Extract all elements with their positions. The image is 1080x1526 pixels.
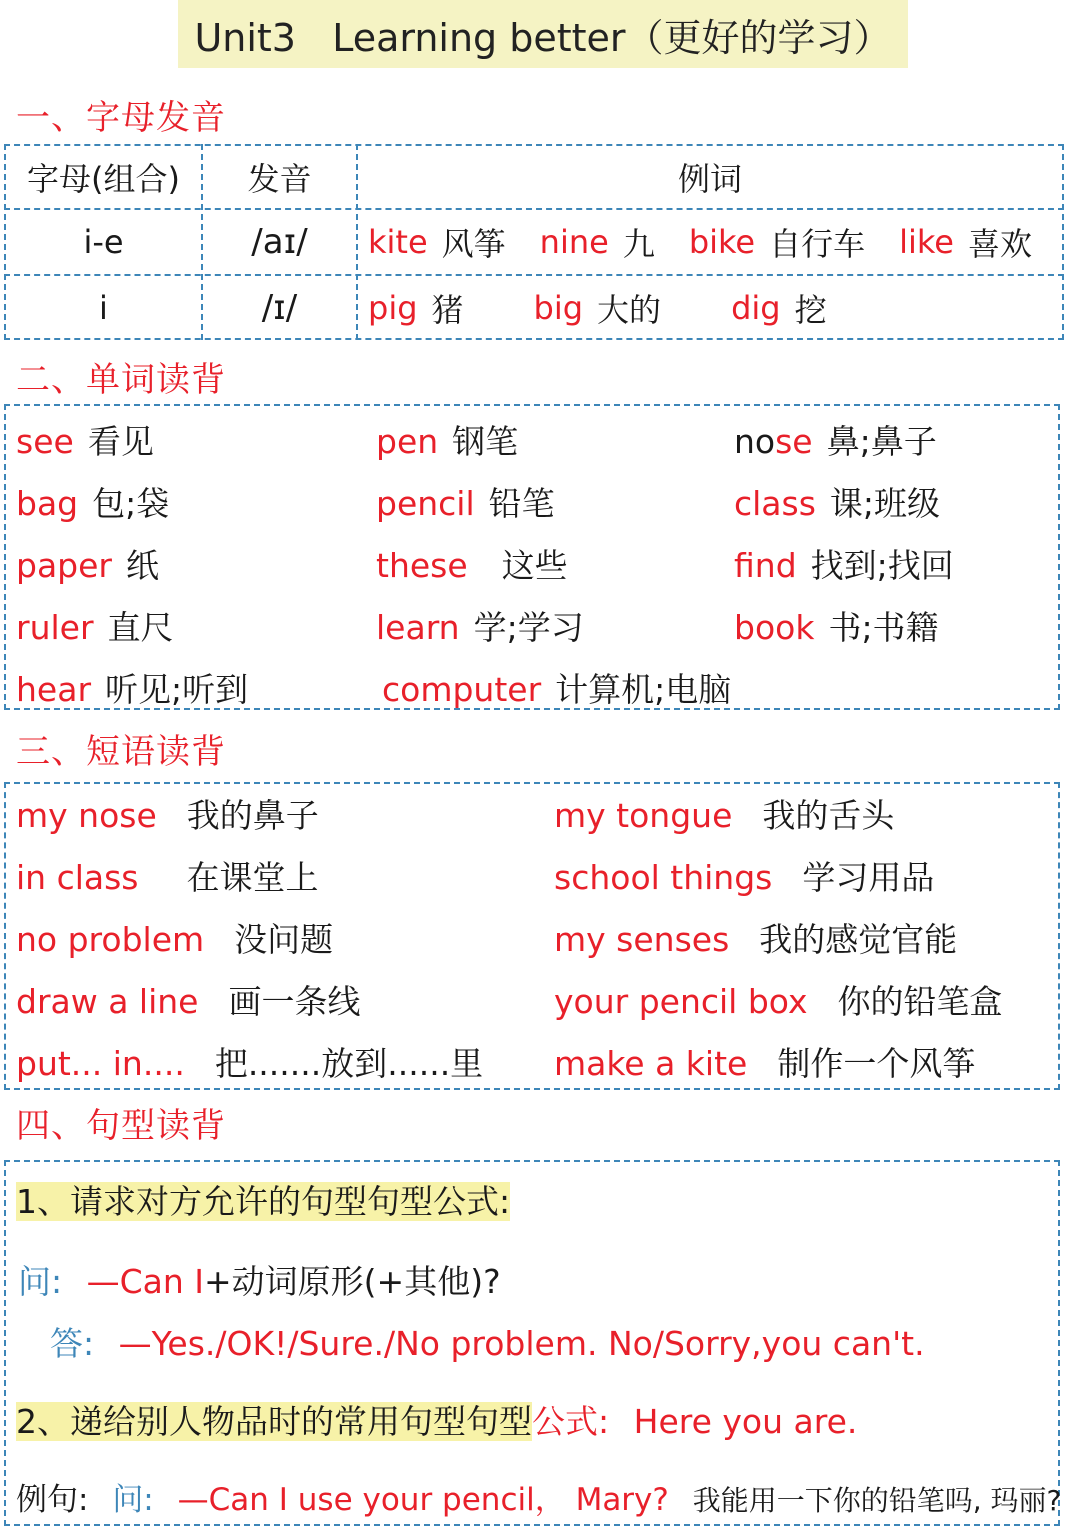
section-heading-words: 二、单词读背 <box>16 360 226 400</box>
word-item: class 课;班级 <box>734 484 941 523</box>
phrase-item: make a kite 制作一个风筝 <box>554 1044 976 1083</box>
pattern-2-line: 2、递给别人物品时的常用句型句型公式: Here you are. <box>16 1402 858 1441</box>
word-item: ruler 直尺 <box>16 608 174 647</box>
example-word: dig <box>731 289 781 327</box>
phrase-item: in class 在课堂上 <box>16 858 319 897</box>
example-word: pig <box>368 289 418 327</box>
example-meaning: 喜欢 <box>967 225 1032 263</box>
page-title: Unit3 Learning better（更好的学习） <box>178 0 908 68</box>
phrase-item: no problem 没问题 <box>16 920 334 959</box>
example-word: bike <box>688 223 756 261</box>
word-item: learn 学;学习 <box>376 608 584 647</box>
example-meaning: 挖 <box>794 291 827 329</box>
word-item: computer 计算机;电脑 <box>382 670 732 709</box>
word-item: bag 包;袋 <box>16 484 170 523</box>
header-letters: 字母(组合) <box>27 160 180 198</box>
question-line: 问: —Can I+动词原形(+其他)? <box>18 1262 501 1301</box>
example-meaning: 自行车 <box>769 225 866 263</box>
row-letters: i <box>99 289 108 327</box>
section-heading-phonics: 一、字母发音 <box>16 98 226 138</box>
word-item: hear 听见;听到 <box>16 670 249 709</box>
example-meaning: 风筝 <box>441 225 506 263</box>
example-word: big <box>533 289 584 327</box>
row-sound: /ɪ/ <box>261 288 298 328</box>
answer-line: 答: —Yes./OK!/Sure./No problem. No/Sorry,you can't. <box>50 1324 925 1363</box>
example-word: like <box>899 223 954 261</box>
row-examples <box>368 276 827 340</box>
word-item: book 书;书籍 <box>734 608 939 647</box>
example-meaning: 大的 <box>597 291 662 329</box>
word-item: pencil 铅笔 <box>376 484 555 523</box>
section-heading-phrases: 三、短语读背 <box>16 732 226 772</box>
phrase-item: put... in.... 把.......放到......里 <box>16 1044 484 1083</box>
example-word: nine <box>539 223 609 261</box>
word-item: nose 鼻;鼻子 <box>734 422 937 461</box>
example-meaning: 猪 <box>431 291 464 329</box>
word-item: paper 纸 <box>16 546 159 585</box>
phrase-item: my tongue 我的舌头 <box>554 796 895 835</box>
phrase-item: draw a line 画一条线 <box>16 982 361 1021</box>
phrase-item: school things 学习用品 <box>554 858 935 897</box>
section-heading-sentences: 四、句型读背 <box>16 1106 226 1146</box>
phrase-item: your pencil box 你的铅笔盒 <box>554 982 1003 1021</box>
header-sound: 发音 <box>247 160 312 198</box>
row-examples <box>368 210 1032 274</box>
word-item: these 这些 <box>376 546 568 585</box>
pattern-1-title: 1、请求对方允许的句型句型公式: <box>16 1182 511 1221</box>
header-examples: 例词 <box>677 160 742 198</box>
example-sentence-line: 例句: 问: —Can I use your pencil， Mary? 我能用一下你的铅笔吗, 玛丽? <box>16 1482 1062 1518</box>
phrase-item: my nose 我的鼻子 <box>16 796 319 835</box>
word-item: find 找到;找回 <box>734 546 954 585</box>
row-letters: i-e <box>83 223 124 261</box>
word-item: pen 钢笔 <box>376 422 519 461</box>
phrase-item: my senses 我的感觉官能 <box>554 920 958 959</box>
example-word: kite <box>368 223 428 261</box>
word-item: see 看见 <box>16 422 154 461</box>
example-meaning: 九 <box>622 225 655 263</box>
row-sound: /aɪ/ <box>251 222 308 262</box>
